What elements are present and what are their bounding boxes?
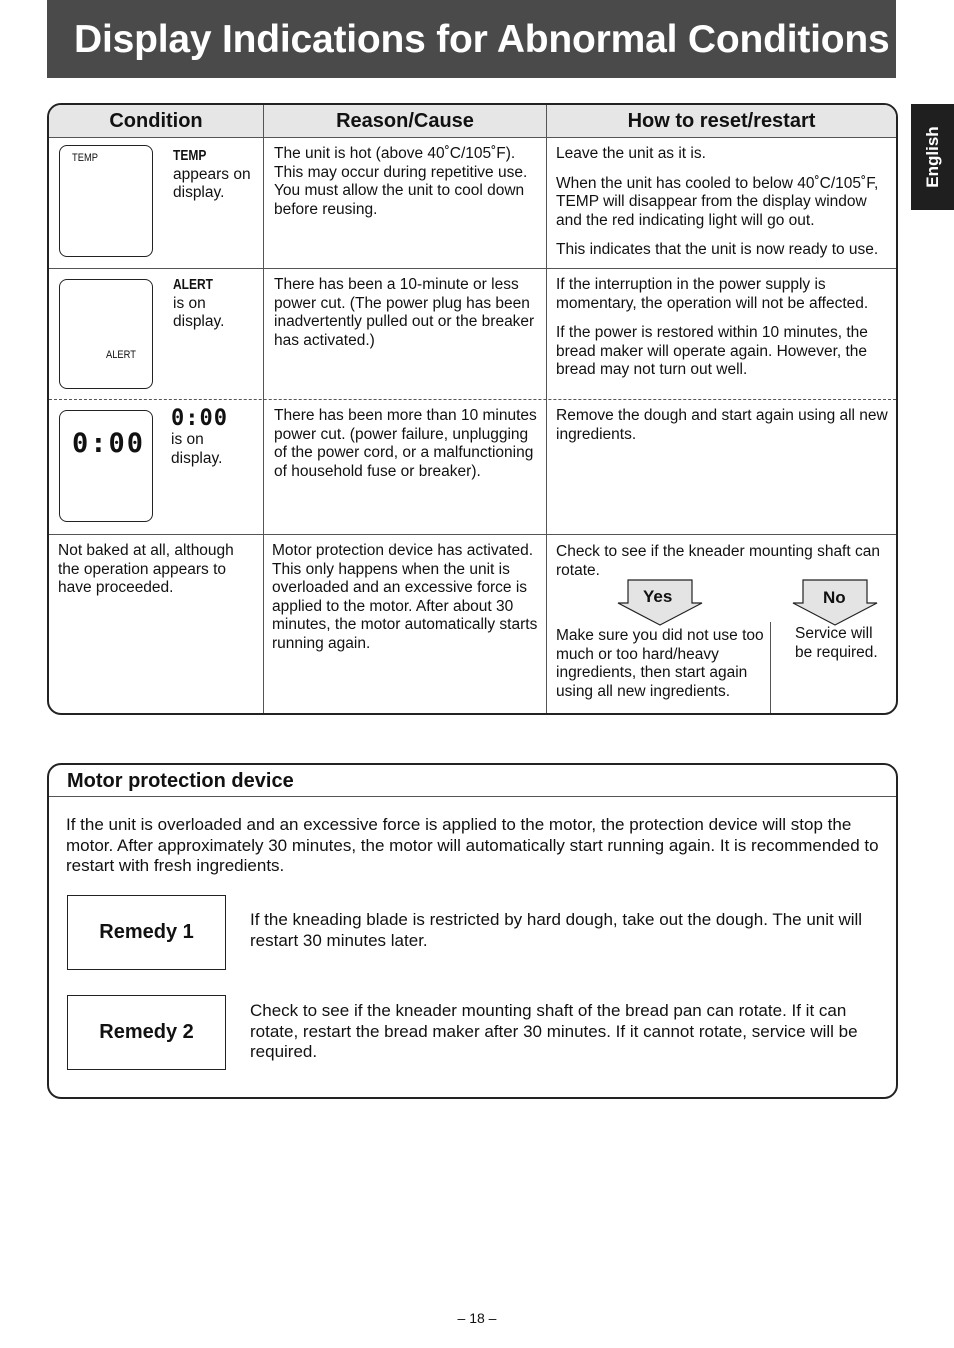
- abnormal-conditions-table: [47, 103, 898, 715]
- reset-text: If the power is restored within 10 minutes, the bread maker will operate again. However, the bread may not turn out well.: [556, 324, 868, 378]
- reason-cell: Motor protection device has activated. This only happens when the unit is overloaded and an excessive force is applied to the motor. After about 30 minutes, the motor automatically starts running again.: [272, 542, 538, 652]
- condition-text: is on display.: [173, 294, 225, 330]
- language-tab-label: English: [922, 126, 942, 188]
- condition-text: appears on display.: [173, 165, 251, 201]
- row-divider: [49, 534, 896, 535]
- motor-intro-text: If the unit is overloaded and an excessive force is applied to the motor, the protection device will stop the motor. After approximately 30 minutes, the motor will automatically start running again. It is recommended to restart with fresh ingredients.: [66, 815, 879, 875]
- display-window: [59, 410, 153, 522]
- indicator-label: TEMP: [173, 147, 207, 164]
- indicator-label: 0:00: [171, 406, 228, 431]
- section-heading: Motor protection device: [67, 770, 294, 792]
- display-indicator: 0:00: [72, 428, 146, 459]
- yes-text: Make sure you did not use too much or too hard/heavy ingredients, then start again using all new ingredients.: [556, 627, 764, 700]
- column-divider: [546, 105, 547, 713]
- reset-text: Remove the dough and start again using all new ingredients.: [556, 407, 888, 443]
- remedy-2-label: Remedy 2: [67, 995, 226, 1070]
- header-condition: Condition: [49, 105, 263, 138]
- reset-text: Leave the unit as it is.: [556, 145, 706, 162]
- column-divider: [263, 105, 264, 713]
- reset-intro: Check to see if the kneader mounting shaft can rotate.: [556, 543, 880, 579]
- section-header: [49, 765, 896, 797]
- remedy-1-label: Remedy 1: [67, 895, 226, 970]
- condition-cell: [173, 276, 253, 332]
- remedy-1-text: If the kneading blade is restricted by hard dough, take out the dough. The unit will restart 30 minutes later.: [250, 910, 863, 950]
- no-text: Service will be required.: [795, 625, 878, 661]
- condition-cell: Not baked at all, although the operation appears to have proceeded.: [58, 542, 234, 596]
- reset-cell: [556, 145, 890, 271]
- display-indicator: TEMP: [72, 152, 98, 164]
- reset-text: If the interruption in the power supply is momentary, the operation will not be affected.: [556, 276, 869, 312]
- reset-cell: [556, 407, 890, 455]
- page-number: – 18 –: [457, 1310, 497, 1326]
- remedy-2-text: Check to see if the kneader mounting shaft of the bread pan can rotate. If it can rotate, restart the bread maker after 30 minutes. If it cannot rotate, service will be required.: [250, 1001, 858, 1061]
- yes-label: Yes: [643, 587, 673, 606]
- condition-cell: [171, 407, 253, 468]
- column-divider: [770, 622, 771, 713]
- header-reset: How to reset/restart: [547, 105, 896, 138]
- display-window: [59, 145, 153, 257]
- reason-cell: The unit is hot (above 40˚C/105˚F). This may occur during repetitive use. You must allow the unit to cool down before reusing.: [274, 145, 528, 218]
- condition-cell: [173, 147, 253, 203]
- reset-cell: [556, 276, 890, 391]
- header-reason: Reason/Cause: [264, 105, 546, 138]
- row-divider: [49, 399, 896, 400]
- condition-text: is on display.: [171, 431, 223, 467]
- reason-cell: There has been more than 10 minutes power cut. (power failure, unplugging of the power cord, or a malfunctioning of household fuse or breaker).: [274, 407, 537, 480]
- indicator-label: ALERT: [173, 276, 213, 293]
- display-indicator: ALERT: [106, 349, 136, 361]
- reset-text: This indicates that the unit is now ready to use.: [556, 241, 879, 258]
- page-title: Display Indications for Abnormal Conditions: [74, 18, 890, 61]
- motor-protection-section: [47, 763, 898, 1099]
- reset-text: When the unit has cooled to below 40˚C/105˚F, TEMP will disappear from the display window and the red indicating light will go out.: [556, 174, 879, 229]
- display-window: [59, 279, 153, 389]
- title-bar: [47, 0, 896, 78]
- reason-cell: There has been a 10-minute or less power cut. (The power plug has been inadvertently pulled out or the breaker has activated.): [274, 276, 535, 349]
- language-tab: [911, 104, 954, 210]
- no-label: No: [823, 588, 846, 607]
